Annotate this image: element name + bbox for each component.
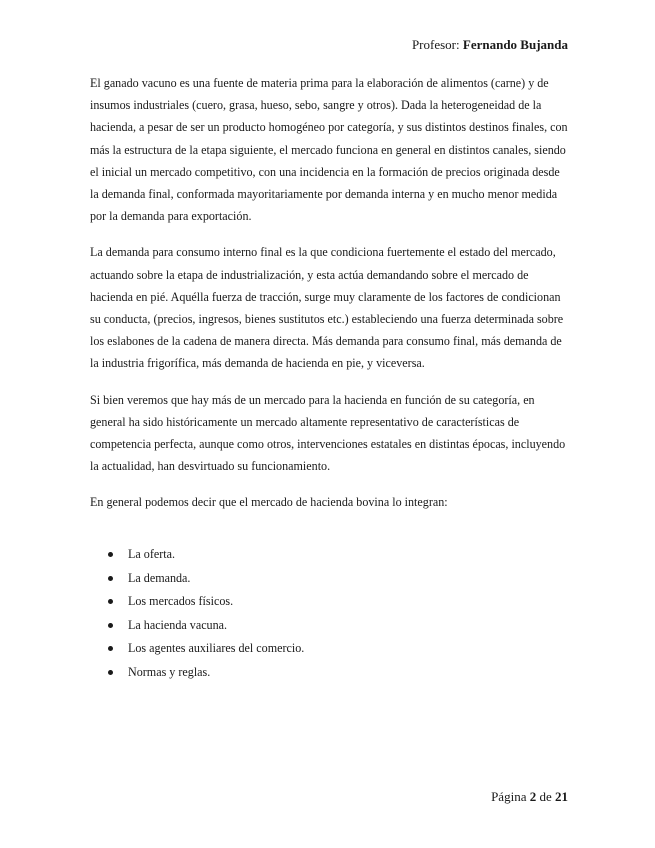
- list-item: [107, 567, 304, 591]
- bullet-icon: [108, 576, 113, 581]
- list-item-text: La oferta.: [128, 547, 175, 561]
- bullet-icon: [108, 599, 113, 604]
- list-item-text: Normas y reglas.: [128, 664, 211, 679]
- bullet-icon: [108, 552, 113, 557]
- list-item: [107, 661, 304, 685]
- current-page-number: 2: [529, 789, 537, 804]
- page-header: [412, 37, 568, 53]
- page-footer: [491, 789, 568, 805]
- paragraph-3: Si bien veremos que hay más de un mercado para la hacienda en función de su categoría, en general ha sido históricamente un mercado altamente representativo de características de competencia perfecta, aunque como otros, intervenciones estatales en distintas épocas, incluyendo la actualidad, han desvirtuado su funcionamiento.: [90, 392, 566, 474]
- bullet-icon: [108, 646, 113, 651]
- list-item: [107, 637, 304, 661]
- bullet-list: [107, 543, 304, 685]
- page-label: Página: [491, 789, 530, 804]
- list-item-text: Los agentes auxiliares del comercio.: [128, 641, 305, 656]
- bullet-icon: [108, 670, 113, 675]
- professor-name: Fernando Bujanda: [462, 37, 568, 52]
- list-item: [107, 543, 304, 567]
- paragraph-2: La demanda para consumo interno final es la que condiciona fuertemente el estado del mercado, actuando sobre la etapa de industrialización, y esta actúa demandando sobre el mercado de hacienda en pié. Aquélla fuerza de tracción, surge muy claramente de los factores de condicionan su conducta, (precios, ingresos, bienes sustitutos etc.) estableciendo una fuerza determinada sobre los eslabones de la cadena de manera directa. Más demanda para consumo final, más demanda de la industria frigorífica, más demanda de hacienda en pie, y viceversa.: [90, 245, 564, 371]
- header-prefix: Profesor:: [411, 37, 463, 52]
- bullet-icon: [108, 623, 113, 628]
- paragraph-4: En general podemos decir que el mercado de hacienda bovina lo integran:: [90, 495, 448, 510]
- list-item-text: La demanda.: [128, 570, 191, 585]
- total-pages: 21: [555, 789, 568, 804]
- list-item: [107, 590, 304, 614]
- body-text: [90, 72, 569, 528]
- list-item-text: La hacienda vacuna.: [128, 617, 228, 632]
- list-item-text: Los mercados físicos.: [128, 594, 234, 609]
- list-item: [107, 614, 304, 638]
- page-separator: de: [536, 789, 555, 804]
- paragraph-1: El ganado vacuno es una fuente de materia prima para la elaboración de alimentos (carne) y de insumos industriales (cuero, grasa, hueso, sebo, sangre y otros). Dada la heterogeneidad de la hacienda, a pesar de ser un producto homogéneo por categoría, y sus distintos destinos finales, con más la estructura de la etapa siguiente, el mercado funciona en general en distintos canales, siendo el inicial un mercado competitivo, con una incidencia en la formación de precios originada desde la demanda final, conformada mayoritariamente por demanda interna y en mucho menor medida por la demanda para exportación.: [90, 76, 568, 224]
